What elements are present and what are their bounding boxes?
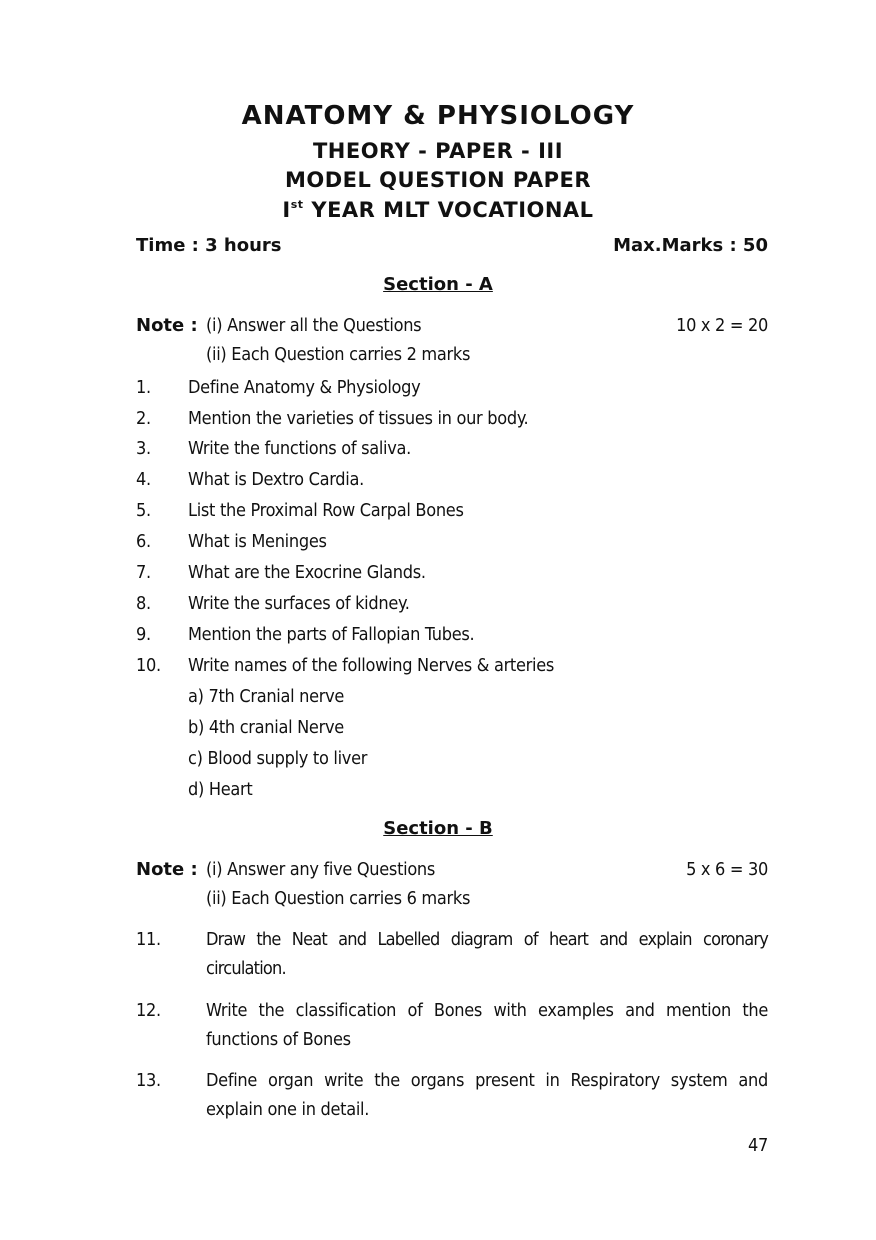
- question-number: 2.: [136, 408, 151, 429]
- section-a-marks: 10 x 2 = 20: [676, 315, 768, 336]
- section-b-note-label: Note :: [136, 859, 198, 880]
- question-text: Define organ write the organs present in Respiratory system and explain one in detail.: [206, 1070, 768, 1120]
- question-subpart: c) Blood supply to liver: [188, 748, 368, 769]
- paper-subtitle: THEORY - PAPER - III: [312, 139, 564, 163]
- question-number: 6.: [136, 531, 151, 552]
- question-text: What is Meninges: [188, 531, 327, 552]
- section-b-heading: Section - B: [383, 818, 493, 839]
- section-a-note-line-2: (ii) Each Question carries 2 marks: [206, 344, 471, 365]
- question-number: 7.: [136, 562, 151, 583]
- paper-type: MODEL QUESTION PAPER: [284, 168, 592, 192]
- section-a-note-line-1: (i) Answer all the Questions: [206, 315, 422, 336]
- question-number: 9.: [136, 624, 151, 645]
- question-number: 10.: [136, 655, 161, 676]
- question-text: Draw the Neat and Labelled diagram of heart and explain coronary circulation.: [206, 929, 768, 979]
- question-subpart: b) 4th cranial Nerve: [188, 717, 344, 738]
- question-text: What is Dextro Cardia.: [188, 469, 364, 490]
- section-b-note-line-2: (ii) Each Question carries 6 marks: [206, 888, 471, 909]
- question-number: 5.: [136, 500, 151, 521]
- section-a-heading: Section - A: [383, 274, 493, 295]
- question-subpart: d) Heart: [188, 779, 253, 800]
- question-text: Write the classification of Bones with examples and mention the functions of Bones: [206, 1000, 768, 1050]
- year-ordinal: I: [282, 198, 291, 222]
- question-number: 12.: [136, 1000, 161, 1021]
- section-b-note-line-1: (i) Answer any five Questions: [206, 859, 436, 880]
- question-number: 1.: [136, 377, 151, 398]
- question-number: 11.: [136, 929, 161, 950]
- paper-year: [0, 198, 876, 222]
- question-text: Write the surfaces of kidney.: [188, 593, 410, 614]
- question-number: 4.: [136, 469, 151, 490]
- time-allowed: Time : 3 hours: [136, 235, 282, 256]
- question-text: Mention the parts of Fallopian Tubes.: [188, 624, 475, 645]
- section-a-note-label: Note :: [136, 315, 198, 336]
- question-text: Write the functions of saliva.: [188, 438, 412, 459]
- year-ordinal-suffix: st: [290, 198, 304, 211]
- question-number: 3.: [136, 438, 151, 459]
- question-text: List the Proximal Row Carpal Bones: [188, 500, 464, 521]
- question-text: Define Anatomy & Physiology: [188, 377, 421, 398]
- question-number: 8.: [136, 593, 151, 614]
- question-text: Write names of the following Nerves & arteries: [188, 655, 555, 676]
- question-number: 13.: [136, 1070, 161, 1091]
- page-number: 47: [747, 1135, 768, 1156]
- year-rest: YEAR MLT VOCATIONAL: [303, 198, 594, 222]
- question-text: What are the Exocrine Glands.: [188, 562, 426, 583]
- question-subpart: a) 7th Cranial nerve: [188, 686, 345, 707]
- max-marks: Max.Marks : 50: [613, 235, 768, 256]
- question-text: Mention the varieties of tissues in our body.: [188, 408, 529, 429]
- document-title: ANATOMY & PHYSIOLOGY: [241, 101, 635, 131]
- section-b-marks: 5 x 6 = 30: [686, 859, 768, 880]
